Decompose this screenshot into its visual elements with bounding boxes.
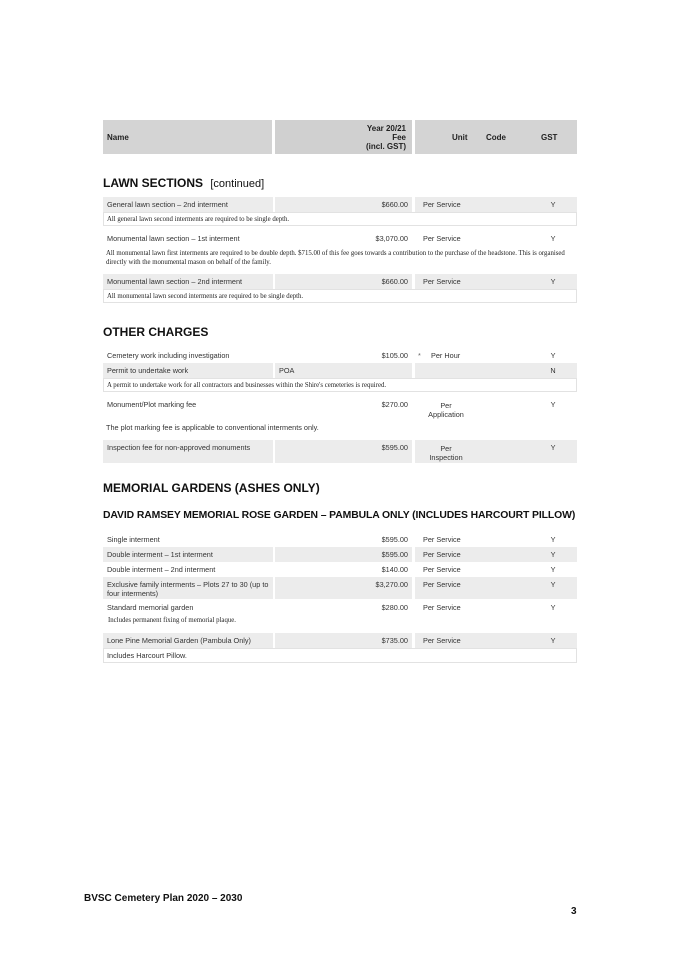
row-name: Cemetery work including investigation (107, 351, 230, 360)
note-text: All monumental lawn first interments are required to be double depth. $715.00 of this fee goes towards a contribution to the purchase of the headstone. This is organised directly with the monumental mason on behalf of the family. (106, 250, 565, 266)
row-unit (415, 401, 477, 419)
lawn-note (103, 289, 577, 303)
page-number: 3 (571, 906, 577, 917)
note-text: The plot marking fee is applicable to conventional interments only. (106, 423, 319, 432)
row-gst: Y (550, 580, 556, 589)
row-unit: Per Hour (431, 351, 461, 360)
row-unit (415, 444, 477, 462)
note-text: Includes permanent fixing of memorial plaque. (108, 617, 236, 624)
row-fee: $140.00 (381, 565, 408, 574)
table-row (103, 577, 577, 599)
row-gst: Y (550, 351, 556, 360)
row-gst: Y (550, 443, 556, 452)
table-row (103, 274, 577, 289)
row-fee: $270.00 (381, 400, 408, 409)
row-gst: Y (550, 550, 556, 559)
lawn-section-title (103, 176, 264, 190)
row-unit: Per Service (423, 234, 461, 243)
row-name: Single interment (107, 535, 160, 544)
header-code: Code (486, 133, 506, 142)
header-fee-incl: (incl. GST) (366, 142, 406, 151)
row-unit: Per Service (423, 535, 461, 544)
row-name: Double interment – 1st interment (107, 550, 213, 559)
row-fee: $660.00 (381, 277, 408, 286)
note-text: All monumental lawn second interments are required to be single depth. (107, 293, 304, 300)
row-fee: $595.00 (381, 443, 408, 452)
header-fee: Fee (392, 133, 406, 142)
row-fee: $3,070.00 (375, 234, 408, 243)
row-name: Exclusive family interments – Plots 27 to 30 (up to four interments) (107, 580, 269, 598)
header-name-cell (103, 120, 272, 154)
row-fee: $595.00 (381, 550, 408, 559)
row-fee: POA (279, 366, 295, 375)
header-unit-cell (415, 120, 577, 154)
table-row (103, 532, 577, 547)
footer-title: BVSC Cemetery Plan 2020 – 2030 (84, 893, 243, 904)
row-name: Monumental lawn section – 1st interment (107, 234, 240, 243)
memorial-note (103, 614, 577, 628)
table-row (103, 197, 577, 212)
memorial-note (103, 648, 577, 663)
table-row (103, 547, 577, 562)
row-gst: Y (550, 603, 556, 612)
row-gst: Y (550, 277, 556, 286)
row-unit-line1: Per (440, 401, 452, 410)
other-note (103, 421, 577, 435)
lawn-note (103, 212, 577, 226)
row-fee: $280.00 (381, 603, 408, 612)
row-unit: Per Service (423, 603, 461, 612)
row-gst: N (550, 366, 556, 375)
table-row (103, 397, 577, 419)
lawn-title-text: LAWN SECTIONS (103, 176, 204, 190)
other-note (103, 378, 577, 392)
table-row (103, 231, 577, 246)
table-row (103, 600, 577, 615)
row-name: Standard memorial garden (107, 603, 194, 612)
row-unit: Per Service (423, 580, 461, 589)
note-text: Includes Harcourt Pillow. (107, 651, 187, 660)
row-gst: Y (550, 400, 556, 409)
row-unit: Per Service (423, 200, 461, 209)
row-unit: Per Service (423, 277, 461, 286)
header-gst: GST (541, 133, 558, 142)
row-name: General lawn section – 2nd interment (107, 200, 228, 209)
row-unit-line2: Inspection (429, 453, 463, 462)
row-gst: Y (550, 200, 556, 209)
row-name: Double interment – 2nd interment (107, 565, 216, 574)
note-text: All general lawn second interments are required to be single depth. (107, 216, 290, 223)
row-fee: $660.00 (381, 200, 408, 209)
header-fee-year: Year 20/21 (366, 124, 406, 133)
row-unit-line1: Per (440, 444, 452, 453)
row-gst: Y (550, 636, 556, 645)
row-name: Permit to undertake work (107, 366, 189, 375)
row-name: Monumental lawn section – 2nd interment (107, 277, 243, 286)
header-name: Name (107, 133, 129, 142)
table-row (103, 633, 577, 648)
row-fee: $735.00 (381, 636, 408, 645)
row-name: Lone Pine Memorial Garden (Pambula Only) (107, 636, 251, 645)
memorial-section-title: MEMORIAL GARDENS (ASHES ONLY) (103, 481, 320, 495)
row-gst: Y (550, 234, 556, 243)
row-mark: * (418, 351, 421, 360)
memorial-subtitle: DAVID RAMSEY MEMORIAL ROSE GARDEN – PAMBULA ONLY (INCLUDES HARCOURT PILLOW) (103, 510, 576, 521)
row-fee: $3,270.00 (375, 580, 408, 589)
table-row (103, 440, 577, 463)
table-row (103, 562, 577, 577)
row-name: Inspection fee for non-approved monuments (107, 443, 251, 452)
row-gst: Y (550, 535, 556, 544)
lawn-continued: [continued] (210, 178, 265, 190)
header-fee-cell (275, 120, 412, 154)
row-unit: Per Service (423, 550, 461, 559)
note-text: A permit to undertake work for all contractors and businesses within the Shire's cemeteries is required. (107, 382, 387, 389)
table-header (103, 120, 577, 154)
row-name: Monument/Plot marking fee (107, 400, 197, 409)
row-fee: $105.00 (381, 351, 408, 360)
table-row (103, 363, 577, 378)
row-gst: Y (550, 565, 556, 574)
row-unit-line2: Application (428, 410, 464, 419)
header-unit: Unit (452, 133, 468, 142)
row-fee: $595.00 (381, 535, 408, 544)
lawn-note (103, 247, 577, 269)
other-section-title: OTHER CHARGES (103, 325, 209, 339)
row-unit: Per Service (423, 565, 461, 574)
row-unit: Per Service (423, 636, 461, 645)
table-row (103, 348, 577, 363)
